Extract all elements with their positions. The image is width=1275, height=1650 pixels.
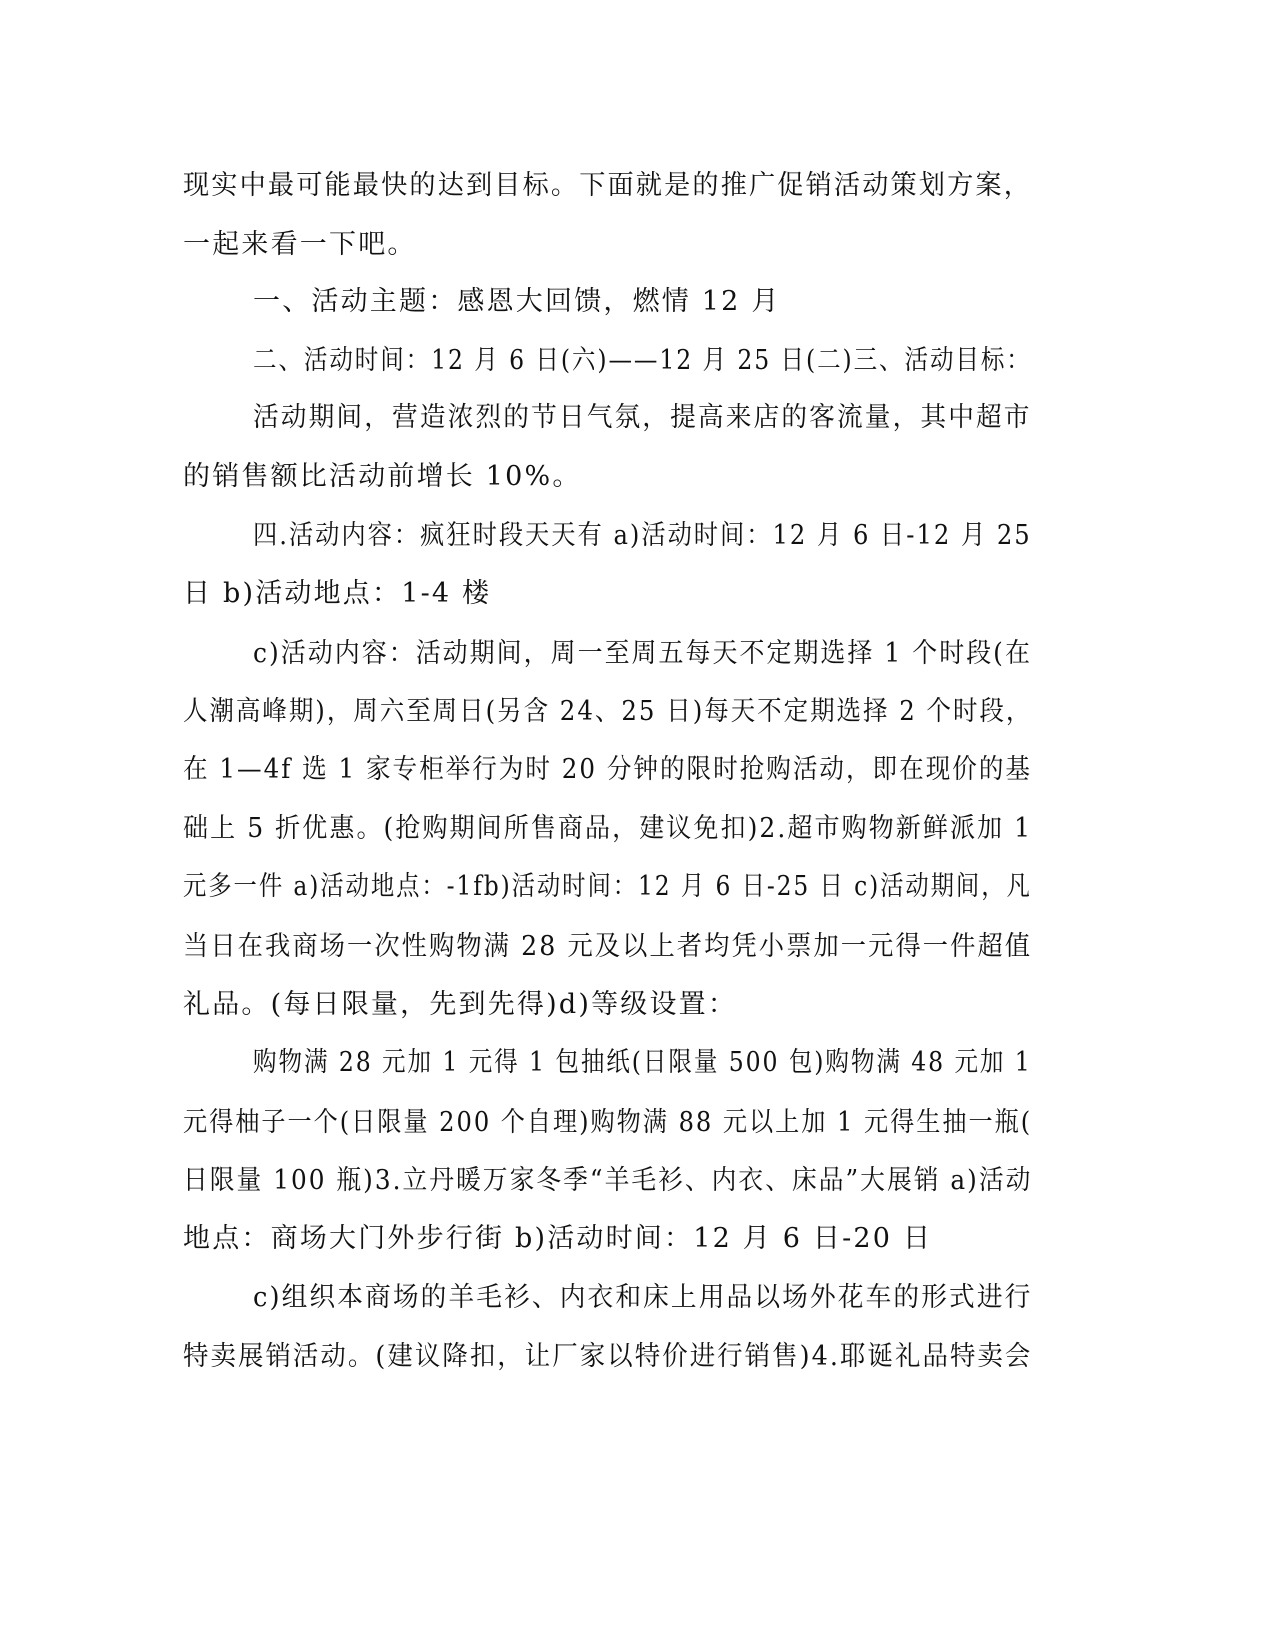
section-heading-time: 二、活动时间：12 月 6 日(六)——12 月 25 日(二)三、活动目标： [253, 345, 1032, 376]
text-line: 一起来看一下吧。 [183, 229, 417, 260]
text-line: 地点：商场大门外步行街 b)活动时间：12 月 6 日-20 日 [183, 1223, 933, 1254]
text-line: 礼品。(每日限量，先到先得)d)等级设置： [183, 989, 738, 1020]
text-line: 人潮高峰期)，周六至周日(另含 24、25 日)每天不定期选择 2 个时段， [183, 696, 1033, 727]
text-line: 础上 5 折优惠。(抢购期间所售商品，建议免扣)2.超市购物新鲜派加 1 [183, 813, 1033, 844]
section-heading-theme: 一、活动主题：感恩大回馈，燃情 12 月 [253, 286, 781, 317]
text-line: 购物满 28 元加 1 元得 1 包抽纸(日限量 500 包)购物满 48 元加 1 [253, 1047, 1032, 1078]
text-line: 现实中最可能最快的达到目标。下面就是的推广促销活动策划方案， [183, 170, 1032, 201]
text-line: 在 1—4f 选 1 家专柜举行为时 20 分钟的限时抢购活动，即在现价的基 [183, 754, 1032, 785]
text-line: 元多一件 a)活动地点：-1fb)活动时间：12 月 6 日-25 日 c)活动期间，凡 [183, 871, 1032, 902]
text-line: 元得柚子一个(日限量 200 个自理)购物满 88 元以上加 1 元得生抽一瓶( [183, 1107, 1033, 1138]
text-line: 活动期间，营造浓烈的节日气氛，提高来店的客流量，其中超市 [253, 402, 1032, 433]
text-line: 当日在我商场一次性购物满 28 元及以上者均凭小票加一元得一件超值 [183, 931, 1033, 962]
text-line: 特卖展销活动。(建议降扣，让厂家以特价进行销售)4.耶诞礼品特卖会 [183, 1341, 1033, 1372]
text-line: 日限量 100 瓶)3.立丹暖万家冬季“羊毛衫、内衣、床品”大展销 a)活动 [183, 1165, 1033, 1196]
section-heading-content: 四.活动内容：疯狂时段天天有 a)活动时间：12 月 6 日-12 月 25 [253, 520, 1032, 551]
text-line: c)活动内容：活动期间，周一至周五每天不定期选择 1 个时段(在 [253, 638, 1032, 669]
text-line: c)组织本商场的羊毛衫、内衣和床上用品以场外花车的形式进行 [253, 1282, 1033, 1313]
text-line: 的销售额比活动前增长 10%。 [183, 461, 582, 492]
text-line: 日 b)活动地点：1-4 楼 [183, 578, 492, 609]
